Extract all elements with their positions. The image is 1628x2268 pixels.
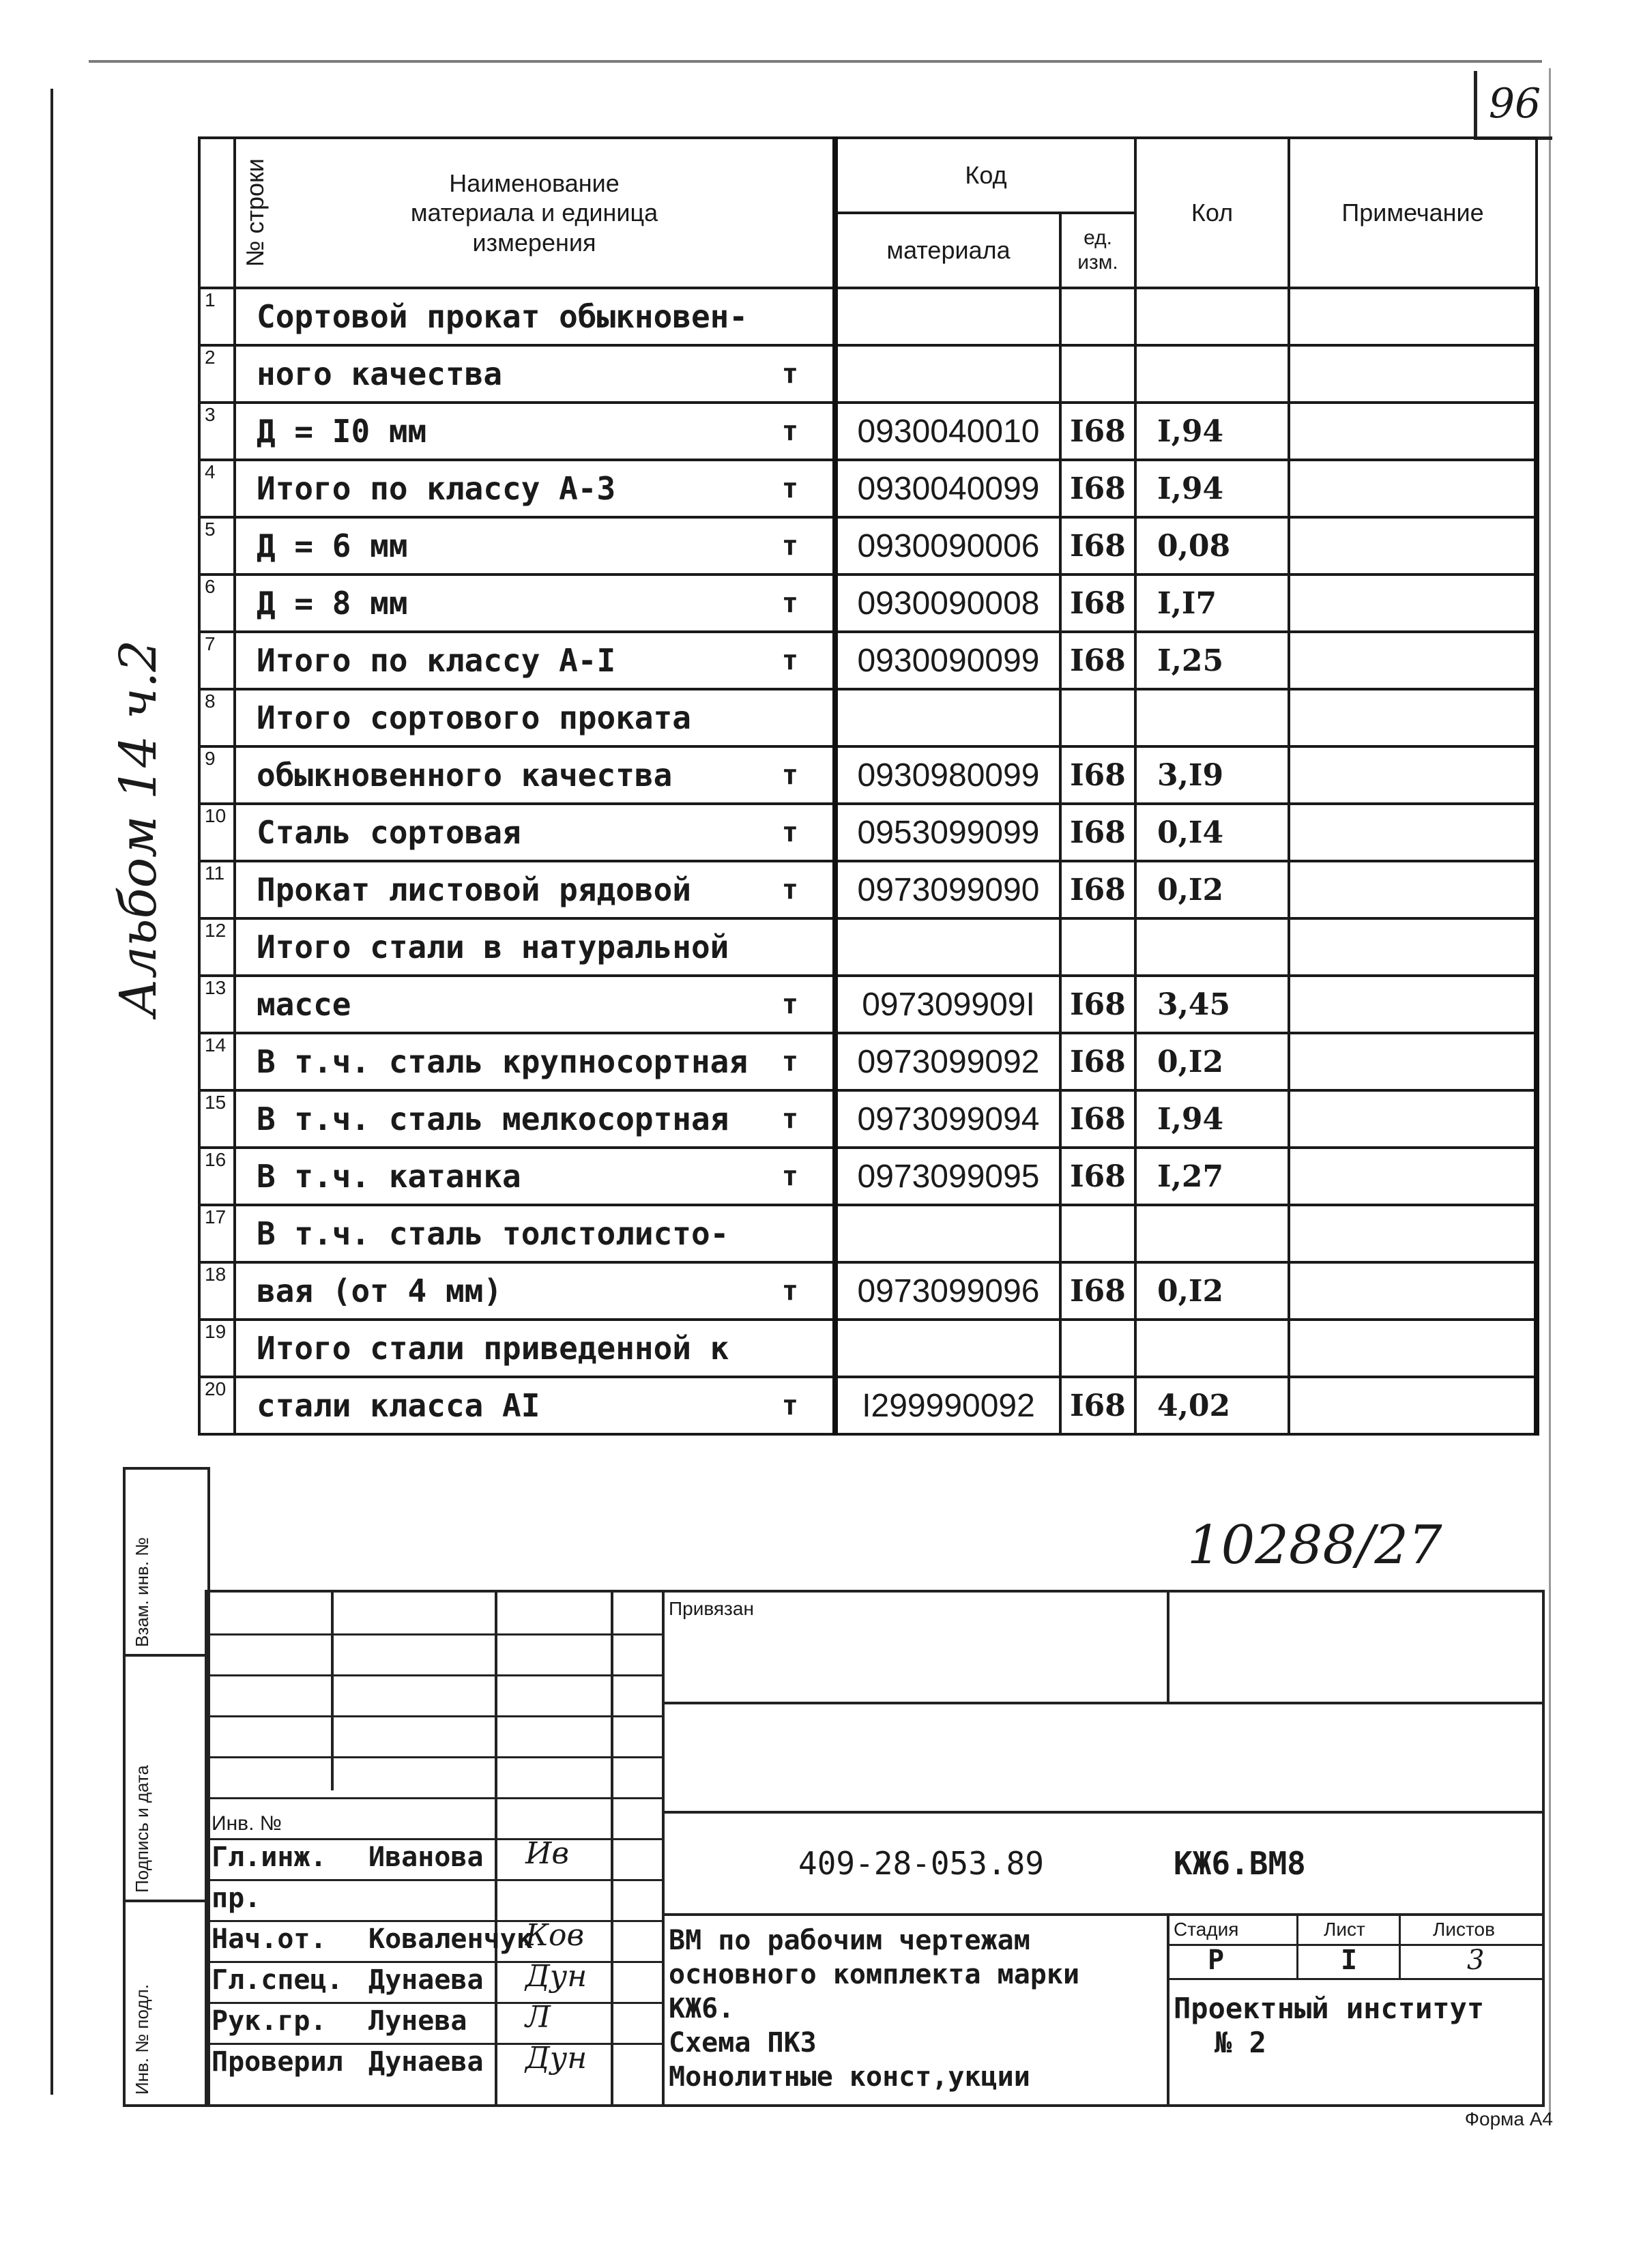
signature-name: Дунаева — [368, 2046, 484, 2078]
row-quantity: 4,02 — [1135, 1377, 1289, 1434]
frame-right-border — [1549, 68, 1551, 2115]
signature-role: Проверил — [212, 2046, 343, 2078]
table-row — [199, 976, 1537, 1033]
row-quantity: 3,I9 — [1135, 746, 1289, 804]
top-rule — [89, 60, 1542, 63]
signature-role: Нач.от. — [212, 1923, 327, 1955]
frame-left-border — [50, 89, 53, 2095]
signature-role: Гл.спец. — [212, 1964, 343, 1996]
row-number: 3 — [199, 403, 235, 460]
header-note: Примечание — [1289, 138, 1537, 288]
material-unit: т — [781, 759, 798, 791]
row-material-code: 097309909I — [835, 976, 1060, 1033]
row-number: 19 — [199, 1320, 235, 1377]
material-name-text: В т.ч. сталь толстолисто- — [257, 1215, 729, 1252]
row-number: 5 — [199, 517, 235, 575]
material-unit: т — [781, 989, 798, 1020]
row-quantity: I,94 — [1135, 403, 1289, 460]
material-name-text: стали класса АI — [257, 1387, 540, 1424]
row-note — [1289, 746, 1537, 804]
material-name-text: В т.ч. сталь мелкосортная — [257, 1101, 729, 1137]
title-block — [205, 1590, 1545, 2107]
row-unit-code — [1060, 288, 1135, 345]
row-note — [1289, 1033, 1537, 1090]
row-note — [1289, 403, 1537, 460]
row-material-name — [235, 1205, 835, 1262]
signature-mark: Л — [525, 2000, 551, 2035]
row-material-name — [235, 918, 835, 976]
row-unit-code — [1060, 918, 1135, 976]
row-unit-code: I68 — [1060, 575, 1135, 632]
material-name-text: Прокат листовой рядовой — [257, 871, 691, 908]
table-row — [199, 1320, 1537, 1377]
row-note — [1289, 575, 1537, 632]
margin-cell-podpis: Подпись и дата — [126, 1654, 207, 1902]
row-quantity: I,25 — [1135, 632, 1289, 689]
material-name-text: Д = 6 мм — [257, 527, 408, 564]
row-unit-code: I68 — [1060, 1090, 1135, 1148]
row-number: 16 — [199, 1148, 235, 1205]
signature-role: Гл.инж. — [212, 1842, 327, 1873]
row-note — [1289, 517, 1537, 575]
stage-value: Р — [1208, 1945, 1225, 1976]
row-unit-code: I68 — [1060, 1033, 1135, 1090]
material-name-text: массе — [257, 986, 351, 1023]
material-name-text: вая (от 4 мм) — [257, 1273, 503, 1309]
material-unit: т — [781, 416, 798, 447]
sheet-value: I — [1341, 1945, 1358, 1976]
margin-stamp-column — [123, 1467, 210, 2107]
row-quantity: 3,45 — [1135, 976, 1289, 1033]
row-number: 2 — [199, 345, 235, 403]
row-number: 10 — [199, 804, 235, 861]
row-quantity: I,94 — [1135, 460, 1289, 517]
row-material-name — [235, 345, 835, 403]
row-note — [1289, 1377, 1537, 1434]
table-row — [199, 460, 1537, 517]
header-row-no: № строки — [199, 138, 235, 288]
material-name-text: Итого стали приведенной к — [257, 1330, 729, 1367]
header-name: Наименование материала и единица измерения — [235, 138, 835, 288]
album-side-label: Альбом 14 ч.2 — [109, 639, 168, 1017]
signature-mark: Дун — [525, 2041, 587, 2076]
row-note — [1289, 1090, 1537, 1148]
row-number: 12 — [199, 918, 235, 976]
row-number: 13 — [199, 976, 235, 1033]
row-material-code: I299990092 — [835, 1377, 1060, 1434]
header-qty: Кол — [1135, 138, 1289, 288]
row-material-code: 0973099094 — [835, 1090, 1060, 1148]
table-row — [199, 288, 1537, 345]
table-row — [199, 403, 1537, 460]
privyazan-label: Привязан — [669, 1598, 754, 1619]
row-note — [1289, 1148, 1537, 1205]
row-material-name — [235, 1262, 835, 1320]
material-name-text: Итого по классу А-3 — [257, 470, 616, 507]
row-unit-code: I68 — [1060, 517, 1135, 575]
row-material-name — [235, 1377, 835, 1434]
row-quantity: I,27 — [1135, 1148, 1289, 1205]
header-code-unit: ед. изм. — [1060, 213, 1135, 288]
material-unit: т — [781, 473, 798, 504]
row-unit-code — [1060, 345, 1135, 403]
inv-no-label: Инв. № — [212, 1812, 282, 1835]
signature-role: пр. — [212, 1882, 261, 1914]
row-unit-code: I68 — [1060, 861, 1135, 918]
table-row — [199, 918, 1537, 976]
sheets-label: Листов — [1433, 1919, 1495, 1940]
table-row — [199, 861, 1537, 918]
row-note — [1289, 288, 1537, 345]
row-note — [1289, 1262, 1537, 1320]
signature-name: Иванова — [368, 1842, 484, 1873]
row-material-name — [235, 1148, 835, 1205]
row-quantity: 0,I2 — [1135, 861, 1289, 918]
table-row — [199, 1205, 1537, 1262]
row-material-name — [235, 288, 835, 345]
row-quantity — [1135, 918, 1289, 976]
row-quantity: 0,I4 — [1135, 804, 1289, 861]
doc-code: 409-28-053.89 — [798, 1845, 1045, 1882]
table-row — [199, 632, 1537, 689]
material-unit: т — [781, 358, 798, 390]
description-line: Схема ПК3 — [669, 2027, 817, 2059]
row-number: 1 — [199, 288, 235, 345]
material-name-text: Сортовой прокат обыкновен- — [257, 298, 748, 335]
row-note — [1289, 632, 1537, 689]
margin-cell-inv-podl: Инв. № подл. — [132, 1984, 152, 2095]
materials-table — [198, 136, 1539, 1436]
table-row — [199, 1090, 1537, 1148]
material-unit: т — [781, 1161, 798, 1192]
row-unit-code: I68 — [1060, 460, 1135, 517]
row-number: 7 — [199, 632, 235, 689]
description-line: КЖ6. — [669, 1993, 735, 2024]
header-code-material: материала — [835, 213, 1060, 288]
row-quantity — [1135, 345, 1289, 403]
row-quantity — [1135, 1205, 1289, 1262]
row-material-name — [235, 632, 835, 689]
row-unit-code: I68 — [1060, 1377, 1135, 1434]
row-material-name — [235, 861, 835, 918]
row-note — [1289, 804, 1537, 861]
signature-mark: Ков — [525, 1918, 585, 1953]
material-name-text: Сталь сортовая — [257, 814, 521, 851]
sheets-value: 3 — [1467, 1945, 1485, 1976]
row-material-code: 0973099095 — [835, 1148, 1060, 1205]
row-material-name — [235, 804, 835, 861]
row-unit-code — [1060, 1320, 1135, 1377]
row-unit-code: I68 — [1060, 403, 1135, 460]
table-row — [199, 1377, 1537, 1434]
signature-role: Рук.гр. — [212, 2005, 327, 2037]
table-row — [199, 1033, 1537, 1090]
row-number: 18 — [199, 1262, 235, 1320]
row-quantity: I,94 — [1135, 1090, 1289, 1148]
row-unit-code — [1060, 1205, 1135, 1262]
row-number: 15 — [199, 1090, 235, 1148]
row-material-code — [835, 288, 1060, 345]
row-note — [1289, 918, 1537, 976]
row-unit-code: I68 — [1060, 632, 1135, 689]
row-material-code — [835, 345, 1060, 403]
material-unit: т — [781, 1275, 798, 1307]
row-note — [1289, 689, 1537, 746]
row-quantity — [1135, 288, 1289, 345]
header-code-group: Код — [835, 138, 1135, 213]
row-material-code: 0953099099 — [835, 804, 1060, 861]
material-unit: т — [781, 817, 798, 848]
material-unit: т — [781, 645, 798, 676]
signature-name: Коваленчук — [368, 1923, 533, 1955]
row-material-name — [235, 460, 835, 517]
table-row — [199, 689, 1537, 746]
sheet-corner-number: 96 — [1474, 71, 1552, 140]
signature-mark: Дун — [525, 1959, 587, 1994]
row-material-name — [235, 1090, 835, 1148]
row-material-name — [235, 403, 835, 460]
row-number: 8 — [199, 689, 235, 746]
table-row — [199, 345, 1537, 403]
material-unit: т — [781, 530, 798, 562]
row-material-code: 0930980099 — [835, 746, 1060, 804]
table-row — [199, 1148, 1537, 1205]
row-note — [1289, 460, 1537, 517]
material-name-text: Итого сортового проката — [257, 699, 691, 736]
row-material-code — [835, 689, 1060, 746]
row-material-code: 0930090006 — [835, 517, 1060, 575]
material-name-text: Д = 8 мм — [257, 585, 408, 622]
row-quantity: 0,I2 — [1135, 1262, 1289, 1320]
row-quantity: I,I7 — [1135, 575, 1289, 632]
row-material-code: 0930090008 — [835, 575, 1060, 632]
row-material-code: 0973099096 — [835, 1262, 1060, 1320]
row-material-name — [235, 689, 835, 746]
row-material-code: 0973099092 — [835, 1033, 1060, 1090]
row-material-name — [235, 746, 835, 804]
row-unit-code: I68 — [1060, 804, 1135, 861]
table-row — [199, 746, 1537, 804]
row-material-code: 0930090099 — [835, 632, 1060, 689]
row-quantity: 0,I2 — [1135, 1033, 1289, 1090]
material-name-text: Итого по классу А-I — [257, 642, 616, 679]
stage-label: Стадия — [1174, 1919, 1239, 1940]
description-line: Монолитные конст,укции — [669, 2061, 1030, 2093]
row-note — [1289, 861, 1537, 918]
row-unit-code: I68 — [1060, 1262, 1135, 1320]
row-material-name — [235, 976, 835, 1033]
material-unit: т — [781, 1103, 798, 1135]
margin-cell-vzam: Взам. инв. № — [126, 1470, 207, 1657]
row-number: 6 — [199, 575, 235, 632]
material-unit: т — [781, 1046, 798, 1077]
row-number: 17 — [199, 1205, 235, 1262]
row-number: 14 — [199, 1033, 235, 1090]
row-unit-code: I68 — [1060, 1148, 1135, 1205]
row-material-code: 0973099090 — [835, 861, 1060, 918]
row-material-name — [235, 575, 835, 632]
row-quantity — [1135, 1320, 1289, 1377]
form-label: Форма А4 — [1464, 2108, 1553, 2129]
row-number: 11 — [199, 861, 235, 918]
row-material-code: 0930040010 — [835, 403, 1060, 460]
row-material-code — [835, 1205, 1060, 1262]
doc-mark: КЖ6.ВМ8 — [1174, 1845, 1306, 1882]
row-material-name — [235, 517, 835, 575]
row-note — [1289, 1205, 1537, 1262]
row-material-code — [835, 1320, 1060, 1377]
row-note — [1289, 1320, 1537, 1377]
row-material-name — [235, 1320, 835, 1377]
org-name: Проектный институт № 2 — [1174, 1992, 1485, 2059]
sheet-label: Лист — [1324, 1919, 1365, 1940]
material-unit: т — [781, 587, 798, 619]
row-number: 9 — [199, 746, 235, 804]
row-unit-code: I68 — [1060, 746, 1135, 804]
material-name-text: В т.ч. сталь крупносортная — [257, 1043, 748, 1080]
signature-mark: Ив — [525, 1836, 569, 1871]
reference-number: 10288/27 — [1187, 1515, 1442, 1576]
row-note — [1289, 345, 1537, 403]
signature-name: Дунаева — [368, 1964, 484, 1996]
row-unit-code: I68 — [1060, 976, 1135, 1033]
table-row — [199, 517, 1537, 575]
row-number: 20 — [199, 1377, 235, 1434]
row-unit-code — [1060, 689, 1135, 746]
material-name-text: В т.ч. катанка — [257, 1158, 521, 1195]
signature-name: Лунева — [368, 2005, 467, 2037]
material-name-text: обыкновенного качества — [257, 757, 673, 794]
row-note — [1289, 976, 1537, 1033]
table-row — [199, 1262, 1537, 1320]
row-number: 4 — [199, 460, 235, 517]
material-unit: т — [781, 874, 798, 905]
row-material-name — [235, 1033, 835, 1090]
row-quantity: 0,08 — [1135, 517, 1289, 575]
material-name-text: ного качества — [257, 355, 503, 392]
material-unit: т — [781, 1390, 798, 1421]
description-line: основного комплекта марки — [669, 1959, 1080, 1990]
material-name-text: Итого стали в натуральной — [257, 929, 729, 965]
row-material-code: 0930040099 — [835, 460, 1060, 517]
row-material-code — [835, 918, 1060, 976]
table-row — [199, 804, 1537, 861]
table-row — [199, 575, 1537, 632]
description-line: ВМ по рабочим чертежам — [669, 1925, 1030, 1956]
material-name-text: Д = I0 мм — [257, 413, 427, 450]
row-quantity — [1135, 689, 1289, 746]
